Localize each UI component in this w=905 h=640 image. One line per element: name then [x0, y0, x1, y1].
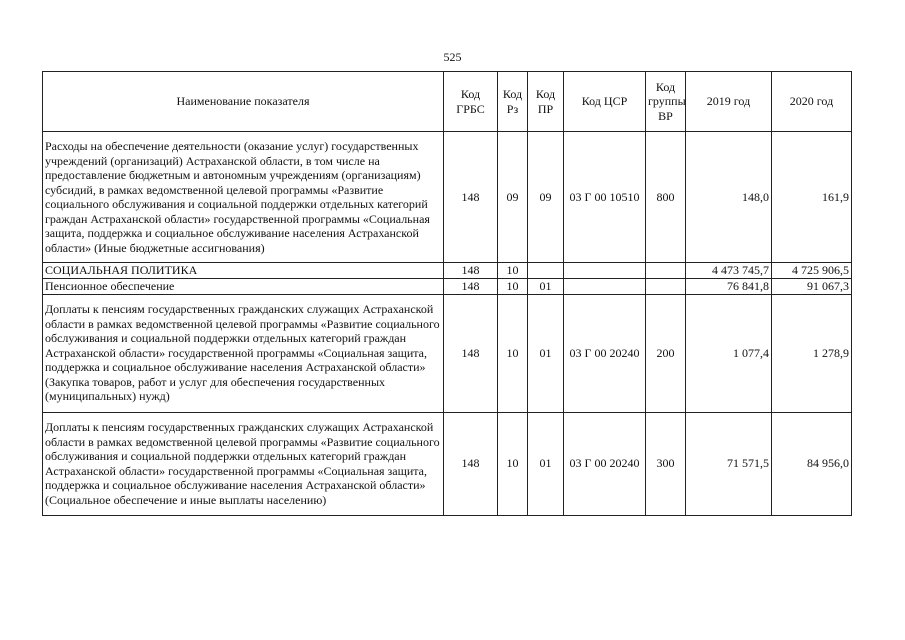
- row-vr: [646, 263, 686, 279]
- table-row: [43, 294, 852, 412]
- row-vr: 300: [646, 412, 686, 515]
- header-2020: 2020 год: [772, 72, 852, 132]
- row-2020: 1 278,9: [772, 294, 852, 412]
- row-csr: [564, 263, 646, 279]
- row-rz: 10: [498, 263, 528, 279]
- row-rz: 10: [498, 278, 528, 294]
- row-2019: 1 077,4: [686, 294, 772, 412]
- row-csr: 03 Г 00 20240: [564, 294, 646, 412]
- row-name: Доплаты к пенсиям государственных гражданских служащих Астраханской области в рамках ведомственной целевой программы «Развитие социального обслуживания и социальной поддержки отдельных категорий граждан Астраханской области» государственной программы «Социальная защита, поддержка и социальное обслуживание населения Астраханской области» (Социальное обеспечение и иные выплаты населению): [43, 412, 444, 515]
- row-2019: 76 841,8: [686, 278, 772, 294]
- header-grbs: Код ГРБС: [444, 72, 498, 132]
- row-csr: 03 Г 00 10510: [564, 132, 646, 263]
- budget-table: [42, 71, 852, 516]
- table-row: [43, 263, 852, 279]
- row-pr: [528, 263, 564, 279]
- header-vr: Код группы ВР: [646, 72, 686, 132]
- table-row: [43, 412, 852, 515]
- table-row: [43, 278, 852, 294]
- row-grbs: 148: [444, 412, 498, 515]
- header-rz: Код Рз: [498, 72, 528, 132]
- row-pr: 01: [528, 294, 564, 412]
- row-grbs: 148: [444, 263, 498, 279]
- table-row: [43, 132, 852, 263]
- row-pr: 01: [528, 278, 564, 294]
- row-rz: 10: [498, 412, 528, 515]
- row-csr: [564, 278, 646, 294]
- row-2020: 4 725 906,5: [772, 263, 852, 279]
- row-vr: 200: [646, 294, 686, 412]
- row-2020: 161,9: [772, 132, 852, 263]
- row-rz: 10: [498, 294, 528, 412]
- row-2019: 4 473 745,7: [686, 263, 772, 279]
- row-vr: 800: [646, 132, 686, 263]
- row-vr: [646, 278, 686, 294]
- row-name: Расходы на обеспечение деятельности (оказание услуг) государственных учреждений (организаций) Астраханской области, в том числе на предоставление бюджетным и автономным учреждениям (организациям) субсидий, в рамках ведомственной целевой программы «Развитие социального обслуживания и социальной поддержки отдельных категорий граждан Астраханской области» государственной программы «Социальная защита, поддержка и социальное обслуживание населения Астраханской области» (Иные бюджетные ассигнования): [43, 132, 444, 263]
- row-name: Пенсионное обеспечение: [43, 278, 444, 294]
- row-grbs: 148: [444, 132, 498, 263]
- header-name: Наименование показателя: [43, 72, 444, 132]
- row-2019: 71 571,5: [686, 412, 772, 515]
- header-pr: Код ПР: [528, 72, 564, 132]
- row-csr: 03 Г 00 20240: [564, 412, 646, 515]
- row-pr: 01: [528, 412, 564, 515]
- row-2020: 91 067,3: [772, 278, 852, 294]
- row-name: Доплаты к пенсиям государственных гражданских служащих Астраханской области в рамках ведомственной целевой программы «Развитие социального обслуживания и социальной поддержки отдельных категорий граждан Астраханской области» государственной программы «Социальная защита, поддержка и социальное обслуживание населения Астраханской области» (Закупка товаров, работ и услуг для обеспечения государственных (муниципальных) нужд): [43, 294, 444, 412]
- header-2019: 2019 год: [686, 72, 772, 132]
- row-rz: 09: [498, 132, 528, 263]
- row-name: СОЦИАЛЬНАЯ ПОЛИТИКА: [43, 263, 444, 279]
- table-header-row: [43, 72, 852, 132]
- row-2020: 84 956,0: [772, 412, 852, 515]
- row-2019: 148,0: [686, 132, 772, 263]
- page-number: 525: [443, 50, 462, 64]
- row-grbs: 148: [444, 294, 498, 412]
- header-csr: Код ЦСР: [564, 72, 646, 132]
- row-pr: 09: [528, 132, 564, 263]
- row-grbs: 148: [444, 278, 498, 294]
